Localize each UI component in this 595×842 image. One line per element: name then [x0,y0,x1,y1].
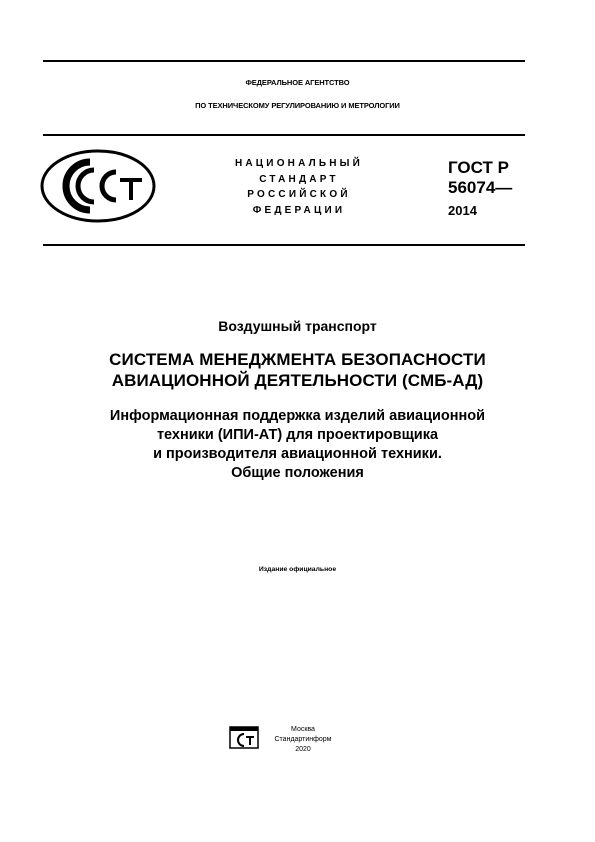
title-rule [43,244,525,246]
gost-number: 56074— [448,178,513,197]
sub-title [0,407,595,483]
sub-title-line: техники (ИПИ-АТ) для проектировщика [156,427,439,443]
gost-label: ГОСТ Р [448,158,509,177]
sub-title-line: и производителя авиационной техники. [153,446,442,462]
national-standard-block [226,156,372,218]
top-rule [43,60,525,62]
agency-line-1: ФЕДЕРАЛЬНОЕ АГЕНТСТВО [245,78,350,87]
national-line: ФЕДЕРАЦИИ [252,204,346,216]
publisher-logo-icon [229,726,259,749]
main-title-line: СИСТЕМА МЕНЕДЖМЕНТА БЕЗОПАСНОСТИ [109,350,486,369]
sub-title-line: Информационная поддержка изделий авиационной [109,408,486,424]
publisher-city: Москва [291,726,315,733]
publisher-name: Стандартинформ [274,736,332,743]
agency-line-2: ПО ТЕХНИЧЕСКОМУ РЕГУЛИРОВАНИЮ И МЕТРОЛОГИИ [195,101,400,110]
edition-label: Издание официальное [258,566,337,573]
sub-title-line: Общие положения [231,465,364,481]
publisher-year: 2020 [295,746,311,753]
header-rule [43,134,525,136]
gost-emblem-icon [38,148,158,224]
gost-year: 2014 [448,203,477,218]
national-line: РОССИЙСКОЙ [247,189,351,200]
national-line: СТАНДАРТ [259,173,339,185]
publisher-block [268,725,338,755]
main-title [0,349,595,391]
gost-designation [448,158,512,224]
national-line: НАЦИОНАЛЬНЫЙ [234,158,364,169]
domain-title: Воздушный транспорт [218,318,377,334]
main-title-line: АВИАЦИОННОЙ ДЕЯТЕЛЬНОСТИ (СМБ-АД) [111,371,484,390]
